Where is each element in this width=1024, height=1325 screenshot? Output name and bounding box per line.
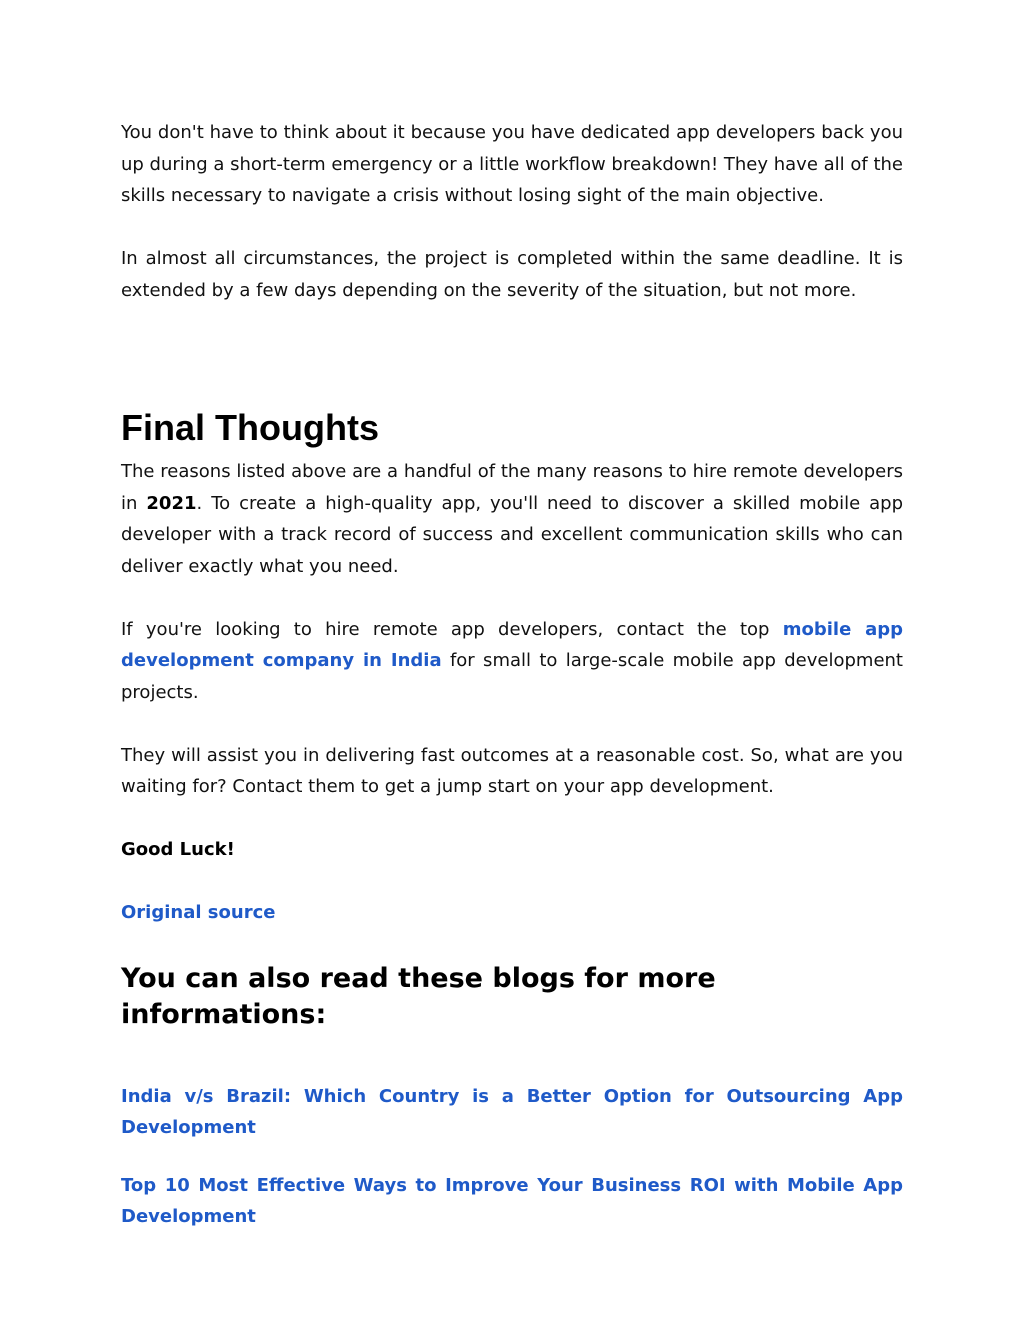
blog-link-item	[121, 1170, 903, 1233]
original-source-paragraph	[121, 897, 903, 929]
final-thoughts-heading: Final Thoughts	[121, 407, 379, 448]
mobile-app-company-link[interactable]: mobile app development company in India	[121, 618, 903, 671]
paragraph-text: . To create a high-quality app, you'll need to discover a skilled mobile app developer with a track record of success and excellent communication skills who can deliver exactly what you need.	[121, 492, 903, 577]
paragraph-text: If you're looking to hire remote app developers, contact the top	[121, 618, 783, 640]
paragraph-text: for small to large-scale mobile app development projects.	[121, 650, 903, 703]
final-thoughts-paragraph-3: They will assist you in delivering fast outcomes at a reasonable cost. So, what are you waiting for? Contact them to get a jump start on your app development.	[121, 744, 903, 797]
intro-paragraph-2: In almost all circumstances, the project is completed within the same deadline. It is extended by a few days depending on the severity of the situation, but not more.	[121, 248, 903, 301]
year-bold-text: 2021	[146, 492, 197, 514]
paragraph-text: The reasons listed above are a handful of the many reasons to hire remote developers in	[121, 461, 903, 514]
blog-link-item	[121, 1081, 903, 1144]
blog-link-top-10-roi[interactable]: Top 10 Most Effective Ways to Improve Your Business ROI with Mobile App Development	[121, 1174, 903, 1227]
final-thoughts-paragraph-1	[121, 456, 903, 582]
document-content	[121, 117, 903, 1233]
original-source-link[interactable]: Original source	[121, 902, 276, 923]
good-luck-text	[121, 834, 903, 866]
intro-paragraph-1: You don't have to think about it because you have dedicated app developers back you up during a short-term emergency or a little workflow breakdown! They have all of the skills necessary to navigate a crisis without losing sight of the main objective.	[121, 122, 903, 206]
blog-link-india-brazil[interactable]: India v/s Brazil: Which Country is a Better Option for Outsourcing App Development	[121, 1085, 903, 1138]
good-luck-bold: Good Luck!	[121, 839, 235, 860]
more-blogs-heading: You can also read these blogs for more informations:	[121, 962, 716, 1030]
final-thoughts-paragraph-2	[121, 614, 903, 709]
